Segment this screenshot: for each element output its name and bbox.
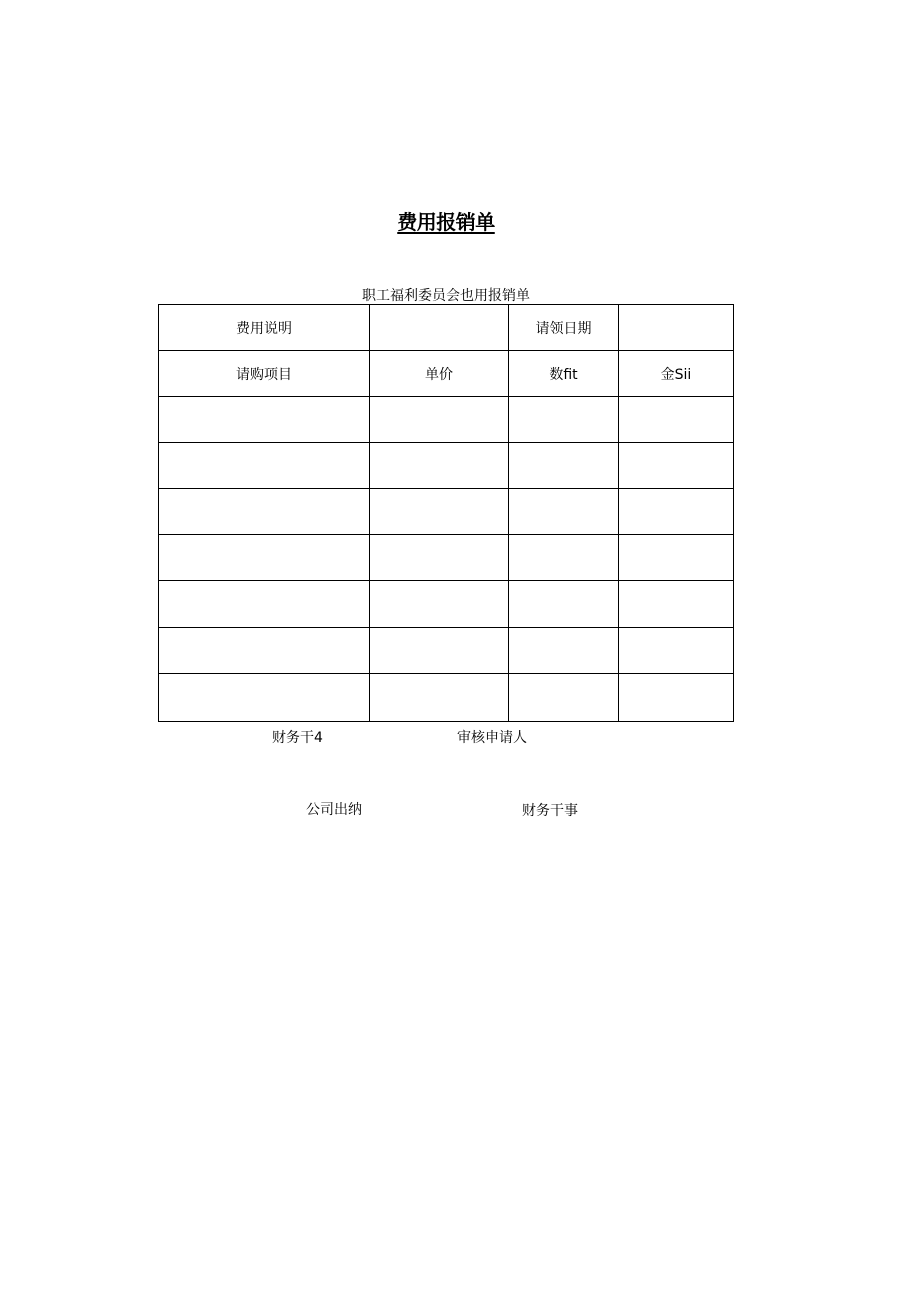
unit-price-cell[interactable] [370, 674, 509, 722]
table-row [159, 489, 734, 535]
column-header-row [159, 351, 734, 397]
table-row [159, 397, 734, 443]
amount-cell[interactable] [619, 581, 734, 628]
item-cell[interactable] [159, 397, 370, 443]
amount-cell[interactable] [619, 489, 734, 535]
request-date-field[interactable] [619, 305, 734, 351]
signature-company-cashier: 公司出纳 [306, 802, 362, 818]
amount-cell[interactable] [619, 674, 734, 722]
amount-cell[interactable] [619, 628, 734, 674]
item-cell[interactable] [159, 489, 370, 535]
column-header-item: 请购项目 [159, 351, 370, 397]
signature-finance-4: 财务干4 [272, 730, 323, 746]
unit-price-cell[interactable] [370, 443, 509, 489]
table-row [159, 443, 734, 489]
expense-desc-field[interactable] [370, 305, 509, 351]
unit-price-cell[interactable] [370, 535, 509, 581]
quantity-cell[interactable] [509, 397, 619, 443]
document-subtitle: 职工福利委员会也用报销单 [362, 288, 530, 304]
table-row [159, 628, 734, 674]
signature-reviewer-applicant: 审核申请人 [457, 730, 527, 746]
unit-price-cell[interactable] [370, 489, 509, 535]
expense-form-table [158, 304, 734, 722]
amount-cell[interactable] [619, 397, 734, 443]
unit-price-cell[interactable] [370, 581, 509, 628]
header-info-row [159, 305, 734, 351]
expense-desc-label: 费用说明 [159, 305, 370, 351]
quantity-cell[interactable] [509, 535, 619, 581]
column-header-amount: 金Sii [619, 351, 734, 397]
table-row [159, 674, 734, 722]
unit-price-cell[interactable] [370, 397, 509, 443]
column-header-unit-price: 单价 [370, 351, 509, 397]
document-title: 费用报销单 [397, 210, 495, 234]
item-cell[interactable] [159, 628, 370, 674]
item-cell[interactable] [159, 443, 370, 489]
quantity-cell[interactable] [509, 581, 619, 628]
quantity-cell[interactable] [509, 674, 619, 722]
item-cell[interactable] [159, 581, 370, 628]
table-row [159, 581, 734, 628]
quantity-cell[interactable] [509, 628, 619, 674]
column-header-quantity: 数fit [509, 351, 619, 397]
item-cell[interactable] [159, 674, 370, 722]
quantity-cell[interactable] [509, 489, 619, 535]
table-row [159, 535, 734, 581]
signature-finance-clerk: 财务干事 [522, 803, 578, 819]
request-date-label: 请领日期 [509, 305, 619, 351]
amount-cell[interactable] [619, 443, 734, 489]
item-cell[interactable] [159, 535, 370, 581]
amount-cell[interactable] [619, 535, 734, 581]
quantity-cell[interactable] [509, 443, 619, 489]
unit-price-cell[interactable] [370, 628, 509, 674]
